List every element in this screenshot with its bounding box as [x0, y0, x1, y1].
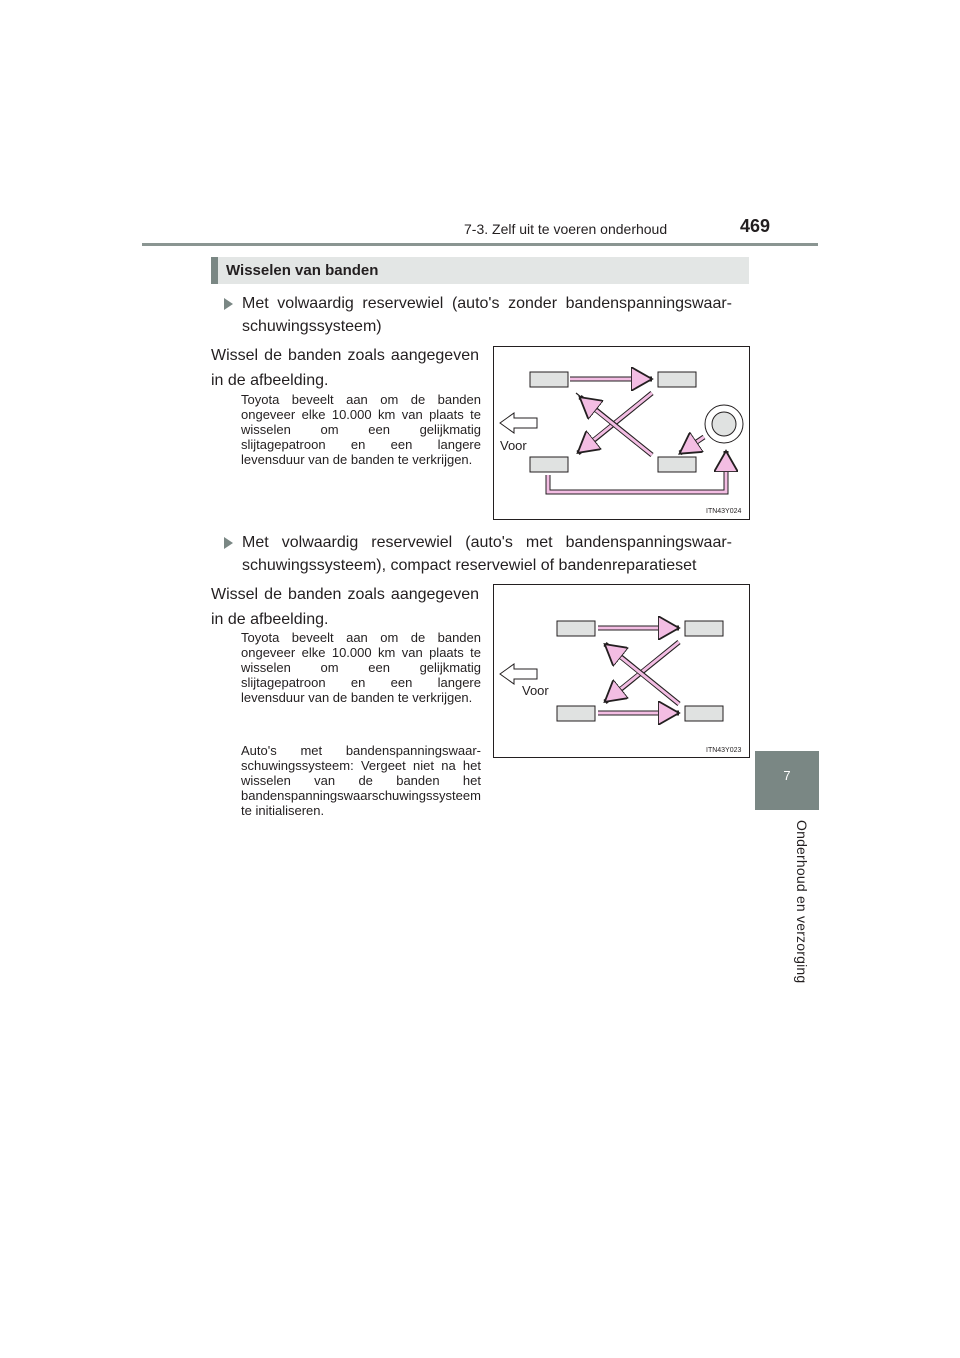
tire-rear-right: [685, 706, 723, 721]
arrow-rr-to-fl: [607, 646, 679, 704]
note-text-1: Toyota beveelt aan om de banden ongeveer elke 10.000 km van plaats te wisselen om een gelijkmatig slijtagepatroon en een langere levensduur van de banden te verkrijgen.: [241, 392, 481, 467]
rotation-diagram-1: [494, 347, 749, 519]
bullet-heading-text: Met volwaardig reservewiel (auto's zonder bandenspanningswaarschuwingssysteem): [242, 295, 732, 335]
triangle-bullet-icon: [224, 298, 233, 310]
figure-code: ITN43Y023: [706, 747, 742, 754]
tire-rear-left: [530, 457, 568, 472]
rotation-diagram-2: [494, 585, 749, 757]
bullet-heading-2: [224, 531, 732, 577]
arrow-fr-to-rl: [580, 393, 652, 451]
header-rule: [142, 243, 818, 246]
tire-rotation-figure-1: [493, 346, 750, 520]
triangle-bullet-icon: [224, 537, 233, 549]
tire-front-left: [530, 372, 568, 387]
tire-rear-left: [557, 706, 595, 721]
arrow-rl-to-spare: [548, 454, 726, 492]
front-direction-arrow-icon: [500, 664, 537, 684]
instruction-text-2: Wissel de banden zoals aangegeven in de afbeelding.: [211, 586, 479, 628]
tire-rotation-figure-2: [493, 584, 750, 758]
section-title: Wisselen van banden: [226, 262, 379, 279]
running-header-section: 7-3. Zelf uit te voeren onderhoud: [464, 221, 668, 237]
arrow-rr-to-fl: [582, 399, 652, 455]
tire-front-left: [557, 621, 595, 636]
section-heading-accent: [211, 257, 218, 284]
page-number: 469: [740, 216, 771, 236]
note-text-2b: Auto's met bandenspanningswaarschuwingssysteem: Vergeet niet na het wisselen van de banden het bandenspanningswaarschuwingssysteem te initialiseren.: [241, 743, 481, 818]
arrow-spare-to-rr: [682, 437, 704, 452]
bullet-heading-1: [224, 292, 732, 338]
chapter-number: 7: [783, 768, 791, 783]
front-direction-arrow-icon: [500, 413, 537, 433]
figure-code: ITN43Y024: [706, 508, 742, 515]
note-text-2a: Toyota beveelt aan om de banden ongeveer elke 10.000 km van plaats te wisselen om een gelijkmatig slijtagepatroon en een langere levensduur van de banden te verkrijgen.: [241, 630, 481, 705]
bullet-heading-text: Met volwaardig reservewiel (auto's met bandenspanningswaarschuwingssysteem), compact reservewiel of bandenreparatieset: [242, 534, 732, 574]
front-label: Voor: [500, 438, 527, 453]
tire-rear-right: [658, 457, 696, 472]
front-label: Voor: [522, 683, 549, 698]
tire-front-right: [658, 372, 696, 387]
instruction-text-1: Wissel de banden zoals aangegeven in de afbeelding.: [211, 347, 479, 389]
tire-front-right: [685, 621, 723, 636]
arrow-fr-to-rl: [607, 642, 679, 700]
chapter-title: Onderhoud en verzorging: [794, 820, 810, 984]
